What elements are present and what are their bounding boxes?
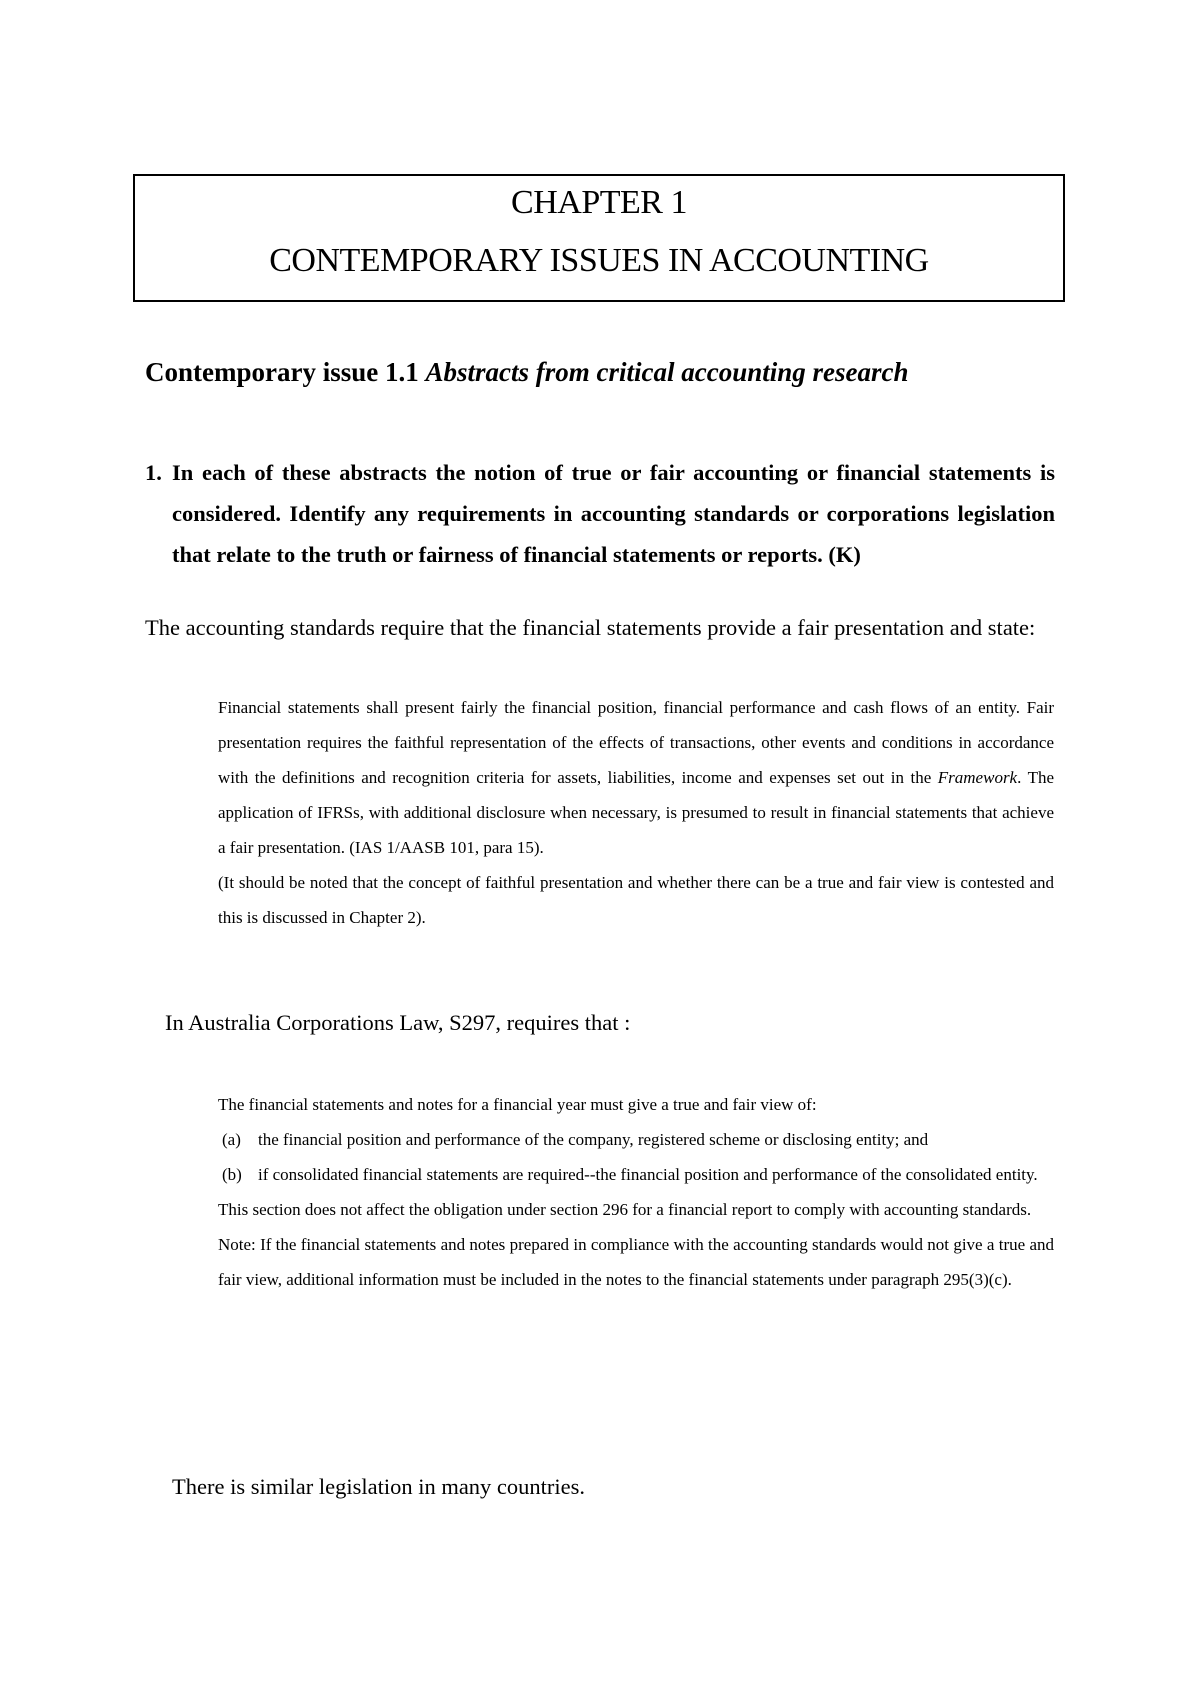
ias1-quote-note: (It should be noted that the concept of faithful presentation and whether there can be a true and fair view is contested and this is discussed in Chapter 2). [218,873,1054,927]
quote-text-part1: Financial statements shall present fairly the financial position, financial performance and cash flows of an entity. Fair presentation requires the faithful representation of the effects of transactions, other events and conditions in accordance with the definitions and recognition criteria for assets, liabilities, income and expenses set out in the [218,698,1054,787]
chapter-number: CHAPTER 1 [511,184,687,221]
closing-paragraph: There is similar legislation in many countries. [172,1474,586,1499]
list-item [218,1157,1054,1192]
list-item-label: (b) [222,1165,242,1184]
list-item-text: if consolidated financial statements are required--the financial position and performance of the consolidated entity. [258,1165,1038,1184]
issue-subtitle: Abstracts from critical accounting research [425,357,909,387]
framework-term: Framework [937,768,1018,787]
s297-section-note: This section does not affect the obligation under section 296 for a financial report to comply with accounting standards. [218,1200,1032,1219]
law-intro: In Australia Corporations Law, S297, requires that : [165,1010,631,1035]
issue-heading [145,357,909,388]
list-item [218,1122,1054,1157]
answer-intro: The accounting standards require that the financial statements provide a fair presentation and state: [145,615,1036,640]
s297-lead: The financial statements and notes for a financial year must give a true and fair view of: [218,1095,817,1114]
quote-text-part2: . The application of IFRSs, with additional disclosure when necessary, is presumed to result in financial statements that achieve a fair presentation. (IAS 1/AASB 101, para 15). [218,768,1054,857]
s297-note: Note: If the financial statements and notes prepared in compliance with the accounting standards would not give a true and fair view, additional information must be included in the notes to the financial statements under paragraph 295(3)(c). [218,1235,1054,1289]
question-1 [145,452,1055,575]
chapter-header-box [133,174,1065,302]
ias1-quote [218,690,1054,935]
issue-label: Contemporary issue 1.1 [145,357,419,387]
s297-quote [218,1087,1054,1297]
question-number: 1. [145,460,162,485]
chapter-title: CONTEMPORARY ISSUES IN ACCOUNTING [269,242,929,279]
ias1-quote-text [218,690,1054,865]
list-item-text: the financial position and performance of the company, registered scheme or disclosing entity; and [258,1130,929,1149]
list-item-label: (a) [222,1130,241,1149]
question-text: In each of these abstracts the notion of true or fair accounting or financial statements is considered. Identify any requirements in accounting standards or corporations legislation that relate to the truth or fairness of financial statements or reports. (K) [172,460,1055,567]
